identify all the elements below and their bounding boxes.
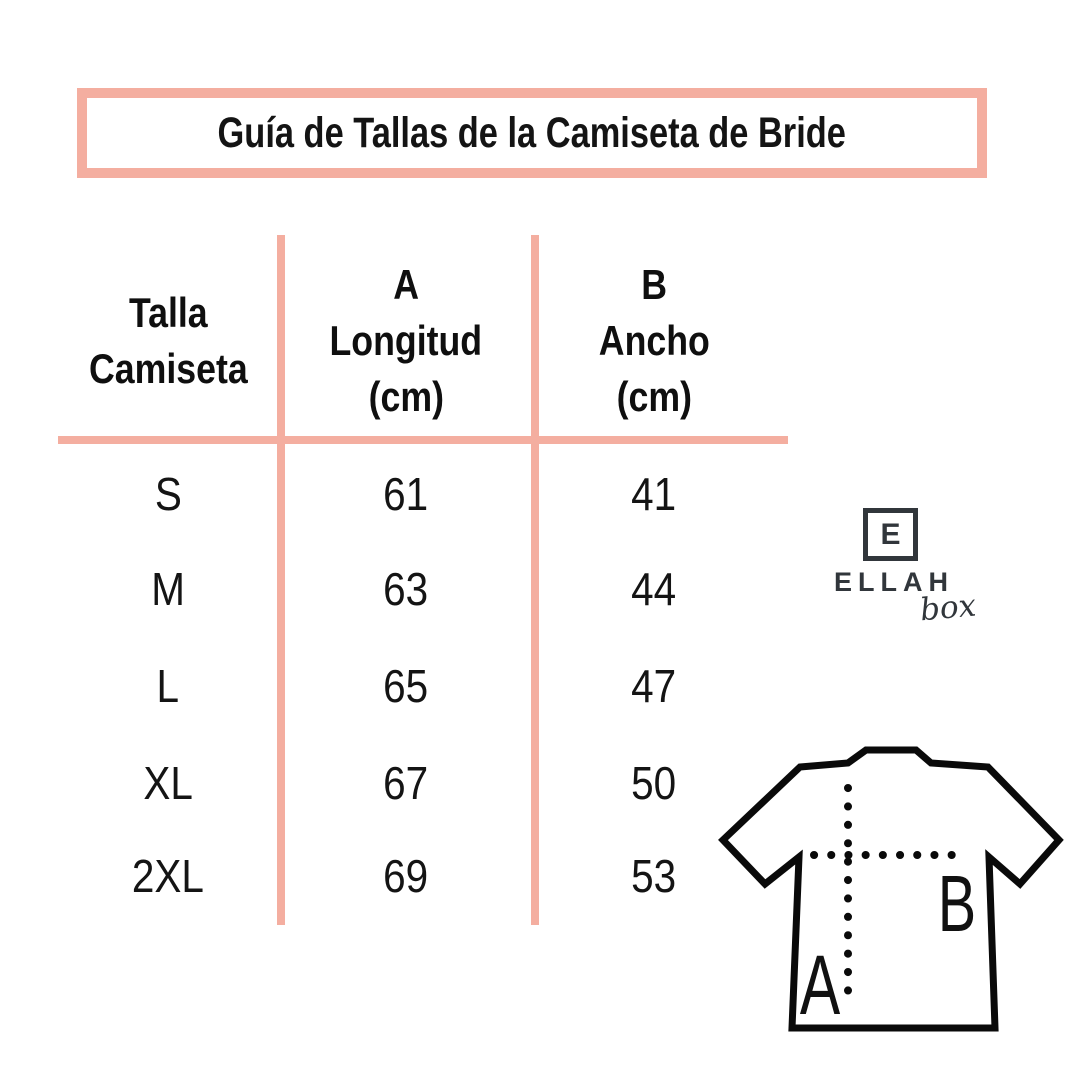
logo-monogram-box bbox=[863, 508, 918, 561]
header-size-column bbox=[58, 285, 278, 397]
header-length-letter: A bbox=[393, 261, 419, 308]
table-cell-size: M bbox=[151, 563, 185, 615]
header-length-column bbox=[286, 257, 526, 425]
table-cell-size: L bbox=[156, 660, 180, 712]
diagram-label-b: B bbox=[937, 858, 977, 949]
table-cell-length: 69 bbox=[383, 850, 429, 902]
logo-tagline: box bbox=[918, 587, 978, 629]
table-cell-length: 63 bbox=[383, 563, 429, 615]
table-cell-width: 44 bbox=[631, 563, 677, 615]
table-cell-width: 41 bbox=[631, 468, 677, 520]
header-length-unit: (cm) bbox=[368, 373, 444, 420]
logo-monogram: E bbox=[880, 517, 901, 551]
header-size-line1: Talla bbox=[128, 289, 208, 336]
header-width-letter: B bbox=[641, 261, 667, 308]
table-cell-size: XL bbox=[143, 757, 193, 809]
header-width-column bbox=[540, 257, 768, 425]
table-cell-size: 2XL bbox=[131, 850, 205, 902]
logo-name: ELLAH bbox=[834, 567, 954, 597]
header-width-label: Ancho bbox=[598, 317, 710, 364]
title-box bbox=[77, 88, 987, 178]
diagram-label-a: A bbox=[799, 938, 841, 1033]
tshirt-outline-shape bbox=[723, 750, 1059, 1028]
table-cell-length: 67 bbox=[383, 757, 429, 809]
column-divider-2 bbox=[531, 235, 539, 925]
header-length-label: Longitud bbox=[329, 317, 483, 364]
table-cell-width: 47 bbox=[631, 660, 677, 712]
page-title: Guía de Tallas de la Camiseta de Bride bbox=[217, 108, 847, 157]
table-cell-size: S bbox=[154, 468, 182, 520]
header-divider bbox=[58, 436, 788, 444]
table-cell-width: 53 bbox=[631, 850, 677, 902]
header-size-line2: Camiseta bbox=[88, 345, 248, 392]
header-width-unit: (cm) bbox=[616, 373, 692, 420]
column-divider-1 bbox=[277, 235, 285, 925]
table-cell-width: 50 bbox=[631, 757, 677, 809]
tshirt-diagram bbox=[700, 725, 1080, 1055]
table-cell-length: 61 bbox=[383, 468, 429, 520]
table-cell-length: 65 bbox=[383, 660, 429, 712]
